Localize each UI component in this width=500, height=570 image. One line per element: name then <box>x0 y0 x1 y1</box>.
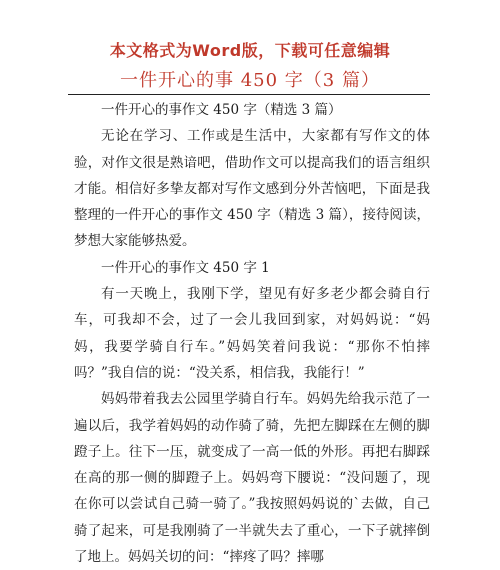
format-banner: 本文格式为Word版，下载可任意编辑 <box>109 41 391 60</box>
title-divider <box>68 94 430 95</box>
paragraph-body-1: 有一天晚上，我刚下学，望见有好多老少都会骑自行车，可我却不会，过了一会儿我回到家，对妈妈说：“妈妈，我要学骑自行车。”妈妈笑着问我说：“那你不怕摔吗？”我自信的说：“没关系，相信我，我能行！” <box>74 286 430 381</box>
paragraph-intro: 无论在学习、工作或是生活中，大家都有写作文的体验，对作文很是熟谙吧，借助作文可以提高我们的语言组织才能。相信好多挚友都对写作文感到分外苦恼吧，下面是我整理的一件开心的事作文 450 字（精选 3 篇），接待阅读，梦想大家能够热爱。 <box>74 128 430 250</box>
paragraph-subtitle: 一件开心的事作文 450 字（精选 3 篇） <box>101 102 342 118</box>
paragraph-body-2: 妈妈带着我去公园里学骑自行车。妈妈先给我示范了一遍以后，我学着妈妈的动作骑了骑，先把左脚踩在左侧的脚蹬子上。往下一压，就变成了一高一低的外形。再把右脚踩在高的那一侧的脚蹬子上。妈妈弯下腰说：“没问题了，现在你可以尝试自己骑一骑了。”我按照妈妈说的`去做，自己骑了起来，可是我刚骑了一半就失去了重心，一下子就摔倒了地上。妈妈关切的问：“摔疼了吗？摔哪 <box>74 391 430 566</box>
document-title: 一件开心的事 450 字（3 篇） <box>120 70 380 91</box>
document-body <box>74 97 430 570</box>
paragraph-essay-heading: 一件开心的事作文 450 字 1 <box>101 259 270 276</box>
